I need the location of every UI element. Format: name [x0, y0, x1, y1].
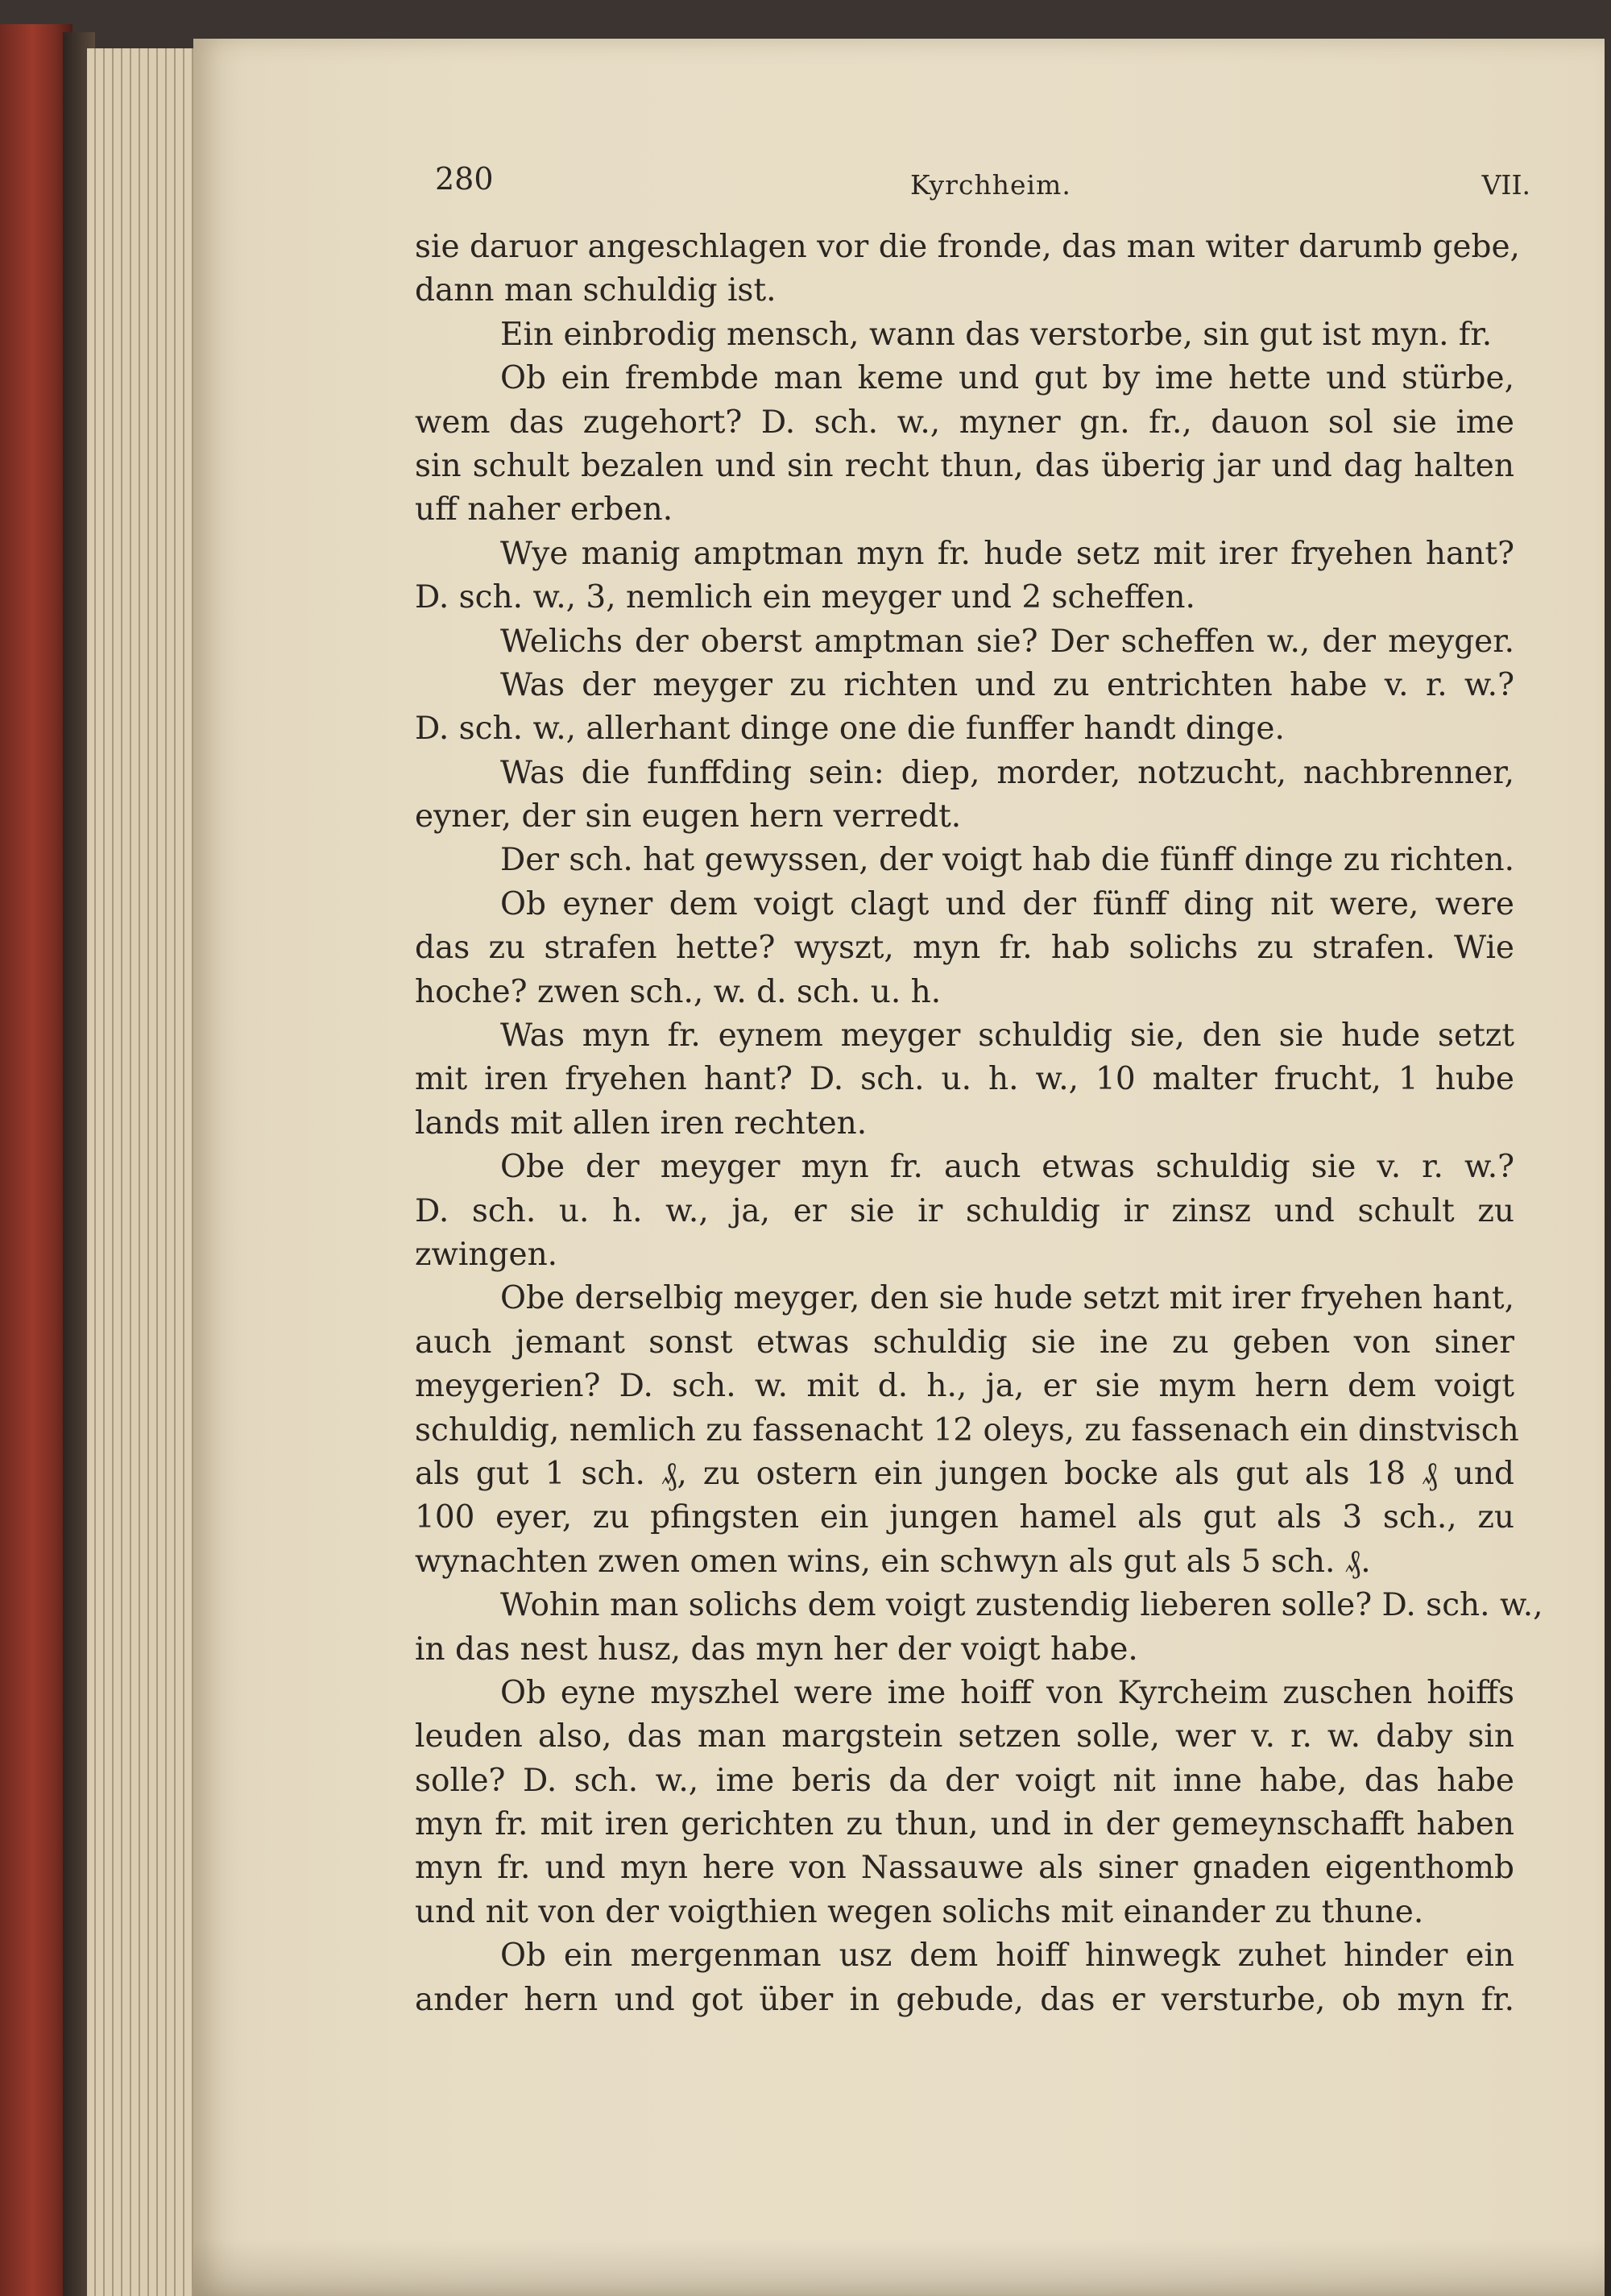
text-line: Ob eyne myszhel were ime hoiff von Kyrcheim zuschen hoiffs	[500, 1674, 1514, 1711]
text-line: dann man schuldig ist.	[415, 272, 777, 309]
page-edges	[87, 48, 208, 2296]
text-line: wynachten zwen omen wins, ein schwyn als gut als 5 sch. ₰.	[415, 1543, 1371, 1580]
text-line: als gut 1 sch. ₰, zu ostern ein jungen bocke als gut als 18 ₰ und	[415, 1455, 1514, 1492]
text-line: Obe derselbig meyger, den sie hude setzt mit irer fryehen hant,	[500, 1280, 1514, 1317]
text-line: Ob eyner dem voigt clagt und der fünff ding nit were, were	[500, 885, 1514, 922]
text-line: eyner, der sin eugen hern verredt.	[415, 798, 962, 835]
text-line: Ob ein mergenman usz dem hoiff hinwegk zuhet hinder ein	[500, 1938, 1514, 1975]
text-line: leuden also, das man margstein setzen solle, wer v. r. w. daby sin	[415, 1718, 1514, 1755]
running-title: Kyrchheim.	[910, 169, 1071, 201]
text-line: uff naher erben.	[415, 491, 673, 528]
page-bottom-shade	[193, 2240, 1605, 2296]
text-line: 100 eyer, zu pfingsten ein jungen hamel als gut als 3 sch., zu	[415, 1499, 1514, 1536]
text-line: Ein einbrodig mensch, wann das verstorbe, sin gut ist myn. fr.	[500, 316, 1493, 353]
running-header	[435, 161, 1530, 209]
text-line: Der sch. hat gewyssen, der voigt hab die fünff dinge zu richten.	[500, 842, 1515, 879]
text-line: in das nest husz, das myn her der voigt habe.	[415, 1631, 1138, 1668]
text-line: myn fr. mit iren gerichten zu thun, und in der gemeynschafft haben	[415, 1806, 1514, 1843]
chapter-number: VII.	[1481, 169, 1530, 201]
text-line: Was der meyger zu richten und zu entrichten habe v. r. w.?	[500, 666, 1514, 703]
book-binding	[0, 24, 72, 2296]
text-line: Was die funffding sein: diep, morder, notzucht, nachbrenner,	[500, 754, 1514, 791]
text-line: D. sch. w., 3, nemlich ein meyger und 2 scheffen.	[415, 579, 1195, 616]
text-line: D. sch. u. h. w., ja, er sie ir schuldig ir zinsz und schult zu	[415, 1192, 1514, 1229]
text-line: D. sch. w., allerhant dinge one die funffer handt dinge.	[415, 711, 1285, 748]
text-line: Obe der meyger myn fr. auch etwas schuldig sie v. r. w.?	[500, 1149, 1514, 1186]
text-line: zwingen.	[415, 1236, 558, 1273]
text-line: myn fr. und myn here von Nassauwe als siner gnaden eigenthomb	[415, 1850, 1514, 1887]
text-line: wem das zugehort? D. sch. w., myner gn. fr., dauon sol sie ime	[415, 404, 1514, 441]
text-line: lands mit allen iren rechten.	[415, 1104, 868, 1142]
text-line: Wohin man solichs dem voigt zustendig lieberen solle? D. sch. w.,	[500, 1587, 1543, 1624]
text-line: sin schult bezalen und sin recht thun, das überig jar und dag halten	[415, 447, 1514, 484]
text-line: sie daruor angeschlagen vor die fronde, das man witer darumb gebe,	[415, 229, 1520, 265]
body-text	[415, 226, 1543, 2022]
text-line: solle? D. sch. w., ime beris da der voigt nit inne habe, das habe	[415, 1762, 1514, 1799]
text-line: das zu strafen hette? wyszt, myn fr. hab solichs zu strafen. Wie	[415, 930, 1514, 967]
text-line: mit iren fryehen hant? D. sch. u. h. w., 10 malter frucht, 1 hube	[415, 1061, 1514, 1098]
text-line: hoche? zwen sch., w. d. sch. u. h.	[415, 973, 942, 1010]
text-line: auch jemant sonst etwas schuldig sie ine zu geben von siner	[415, 1324, 1514, 1361]
text-line: ander hern und got über in gebude, das er versturbe, ob myn fr.	[415, 1981, 1514, 2018]
text-line: Wye manig amptman myn fr. hude setz mit irer fryehen hant?	[500, 535, 1514, 572]
text-line: meygerien? D. sch. w. mit d. h., ja, er sie mym hern dem voigt	[415, 1368, 1514, 1405]
text-line: Welichs der oberst amptman sie? Der scheffen w., der meyger.	[500, 623, 1514, 660]
text-line: schuldig, nemlich zu fassenacht 12 oleys, zu fassenach ein dinstvisch	[415, 1411, 1519, 1448]
text-line: Was myn fr. eynem meyger schuldig sie, den sie hude setzt	[500, 1017, 1514, 1055]
page-number: 280	[435, 161, 494, 197]
text-line: und nit von der voigthien wegen solichs mit einander zu thune.	[415, 1893, 1424, 1930]
text-line: Ob ein frembde man keme und gut by ime hette und stürbe,	[500, 360, 1514, 397]
